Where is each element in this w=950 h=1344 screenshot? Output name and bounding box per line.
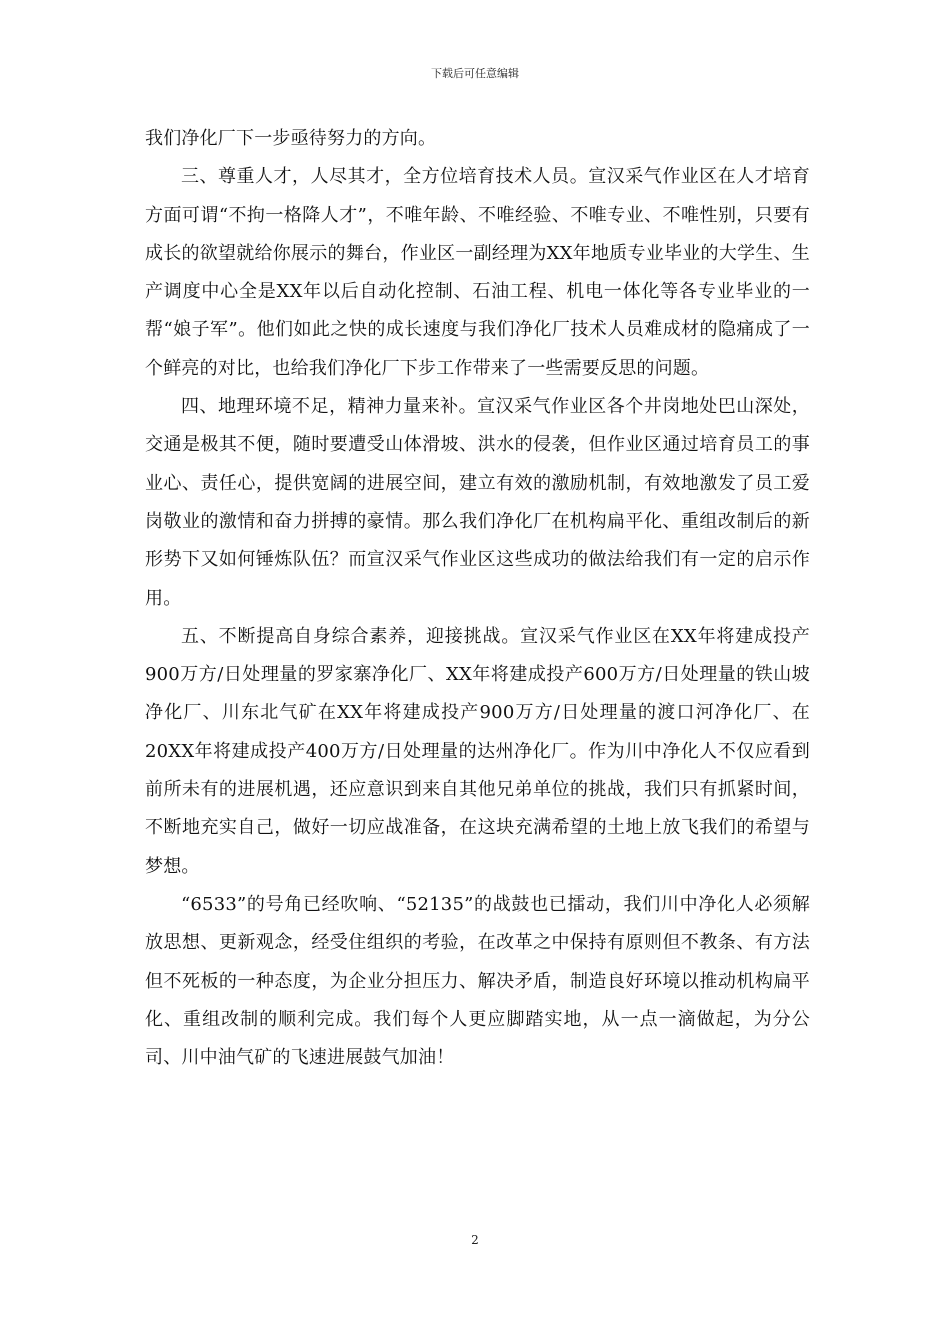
- document-body: [145, 120, 810, 1077]
- paragraph-talent: 三、尊重人才，人尽其才，全方位培育技术人员。宣汉采气作业区在人才培育方面可谓“不拘一格降人才”，不唯年龄、不唯经验、不唯专业、不唯性别，只要有成长的欲望就给你展示的舞台，作业区一副经理为XX年地质专业毕业的大学生、生产调度中心全是XX年以后自动化控制、石油工程、机电一体化等各专业毕业的一帮“娘子军”。他们如此之快的成长速度与我们净化厂技术人员难成材的隐痛成了一个鲜亮的对比，也给我们净化厂下步工作带来了一些需要反思的问题。: [145, 166, 810, 379]
- paragraph-environment: 四、地理环境不足，精神力量来补。宣汉采气作业区各个井岗地处巴山深处，交通是极其不便，随时要遭受山体滑坡、洪水的侵袭，但作业区通过培育员工的事业心、责任心，提供宽阔的进展空间，建立有效的激励机制，有效地激发了员工爱岗敬业的激情和奋力拼搏的豪情。那么我们净化厂在机构扁平化、重组改制后的新形势下又如何锤炼队伍？而宣汉采气作业区这些成功的做法给我们有一定的启示作用。: [145, 396, 810, 609]
- paragraph-quality: 五、不断提高自身综合素养，迎接挑战。宣汉采气作业区在XX年将建成投产900万方/日处理量的罗家寨净化厂、XX年将建成投产600万方/日处理量的铁山坡净化厂、川东北气矿在XX年将建成投产900万方/日处理量的渡口河净化厂、在20XX年将建成投产400万方/日处理量的达州净化厂。作为川中净化人不仅应看到前所未有的进展机遇，还应意识到来自其他兄弟单位的挑战，我们只有抓紧时间，不断地充实自己，做好一切应战准备，在这块充满希望的土地上放飞我们的希望与梦想。: [145, 625, 810, 877]
- paragraph-conclusion: “6533”的号角已经吹响、“52135”的战鼓也已擂动，我们川中净化人必须解放思想、更新观念，经受住组织的考验，在改革之中保持有原则但不教条、有方法但不死板的一种态度，为企业分担压力、解决矛盾，制造良好环境以推动机构扁平化、重组改制的顺利完成。我们每个人更应脚踏实地，从一点一滴做起，为分公司、川中油气矿的飞速进展鼓气加油！: [145, 893, 810, 1069]
- page-number: 2: [471, 1233, 479, 1247]
- paragraph-continuation: 我们净化厂下一步亟待努力的方向。: [145, 128, 437, 149]
- page-header: 下载后可任意编辑: [431, 67, 519, 80]
